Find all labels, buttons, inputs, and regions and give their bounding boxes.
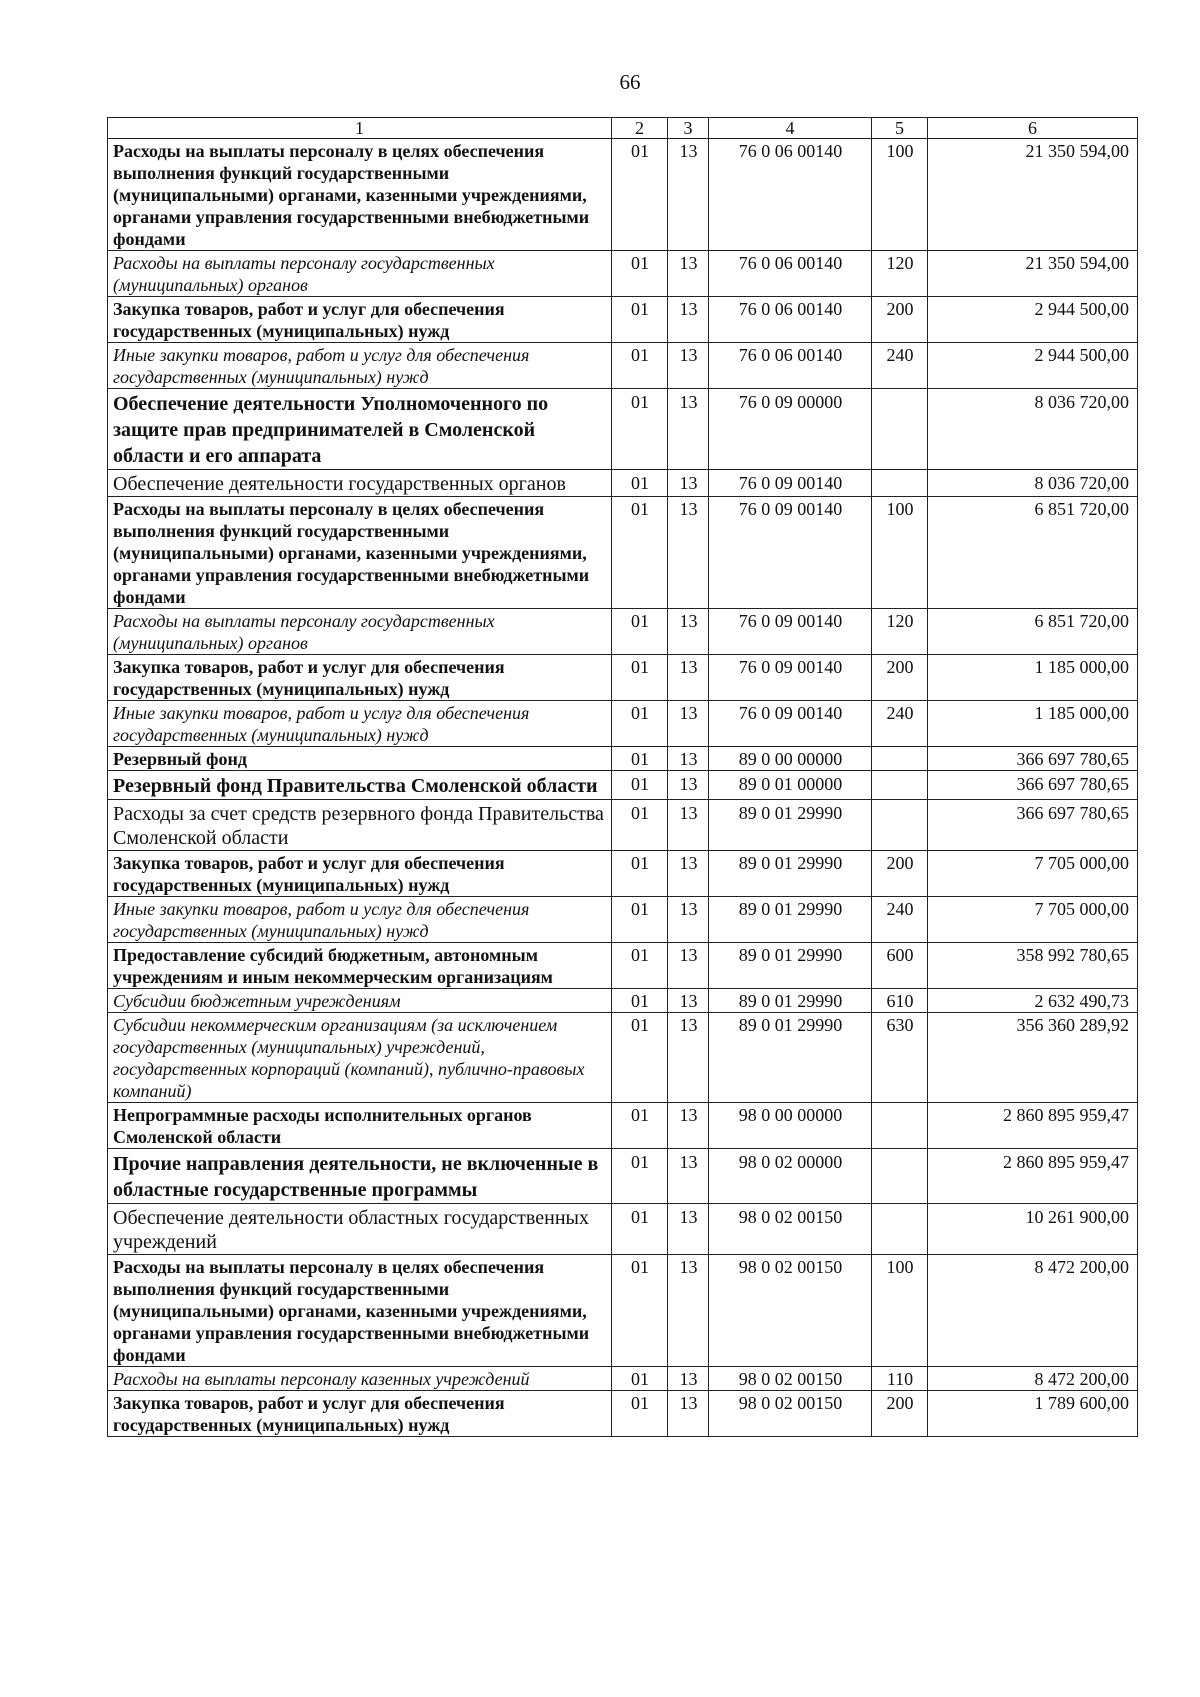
row-name-cell: Расходы на выплаты персоналу в целях обеспечения выполнения функций государственными (муниципальными) органами, казенными учреждениями, органами управления государственными внебюджетными фондами [108,1255,612,1367]
target-article-cell: 98 0 02 00000 [709,1149,872,1204]
section-code-cell: 01 [612,1255,668,1367]
expense-type-cell: 100 [872,1255,928,1367]
section-code-cell: 01 [612,139,668,251]
section-code-cell: 01 [612,989,668,1013]
subsection-code-cell: 13 [668,343,709,389]
table-row [108,343,1138,389]
amount-cell: 10 261 900,00 [928,1204,1138,1255]
subsection-code-cell: 13 [668,1013,709,1103]
target-article-cell: 76 0 09 00140 [709,609,872,655]
column-header: 2 [612,118,668,139]
table-row [108,747,1138,771]
subsection-code-cell: 13 [668,701,709,747]
table-row [108,851,1138,897]
table-row [108,943,1138,989]
section-code-cell: 01 [612,497,668,609]
target-article-cell: 76 0 09 00140 [709,470,872,497]
target-article-cell: 98 0 02 00150 [709,1204,872,1255]
row-name-cell: Предоставление субсидий бюджетным, автономным учреждениям и иным некоммерческим организациям [108,943,612,989]
expense-type-cell: 240 [872,701,928,747]
target-article-cell: 76 0 09 00140 [709,497,872,609]
amount-cell: 358 992 780,65 [928,943,1138,989]
row-name-cell: Расходы на выплаты персоналу государственных (муниципальных) органов [108,251,612,297]
table-row [108,1255,1138,1367]
subsection-code-cell: 13 [668,251,709,297]
row-name-cell: Расходы на выплаты персоналу в целях обеспечения выполнения функций государственными (муниципальными) органами, казенными учреждениями, органами управления государственными внебюджетными фондами [108,139,612,251]
section-code-cell: 01 [612,1103,668,1149]
subsection-code-cell: 13 [668,747,709,771]
amount-cell: 366 697 780,65 [928,747,1138,771]
section-code-cell: 01 [612,701,668,747]
table-row [108,139,1138,251]
table-row [108,701,1138,747]
section-code-cell: 01 [612,943,668,989]
section-code-cell: 01 [612,251,668,297]
row-name-cell: Прочие направления деятельности, не включенные в областные государственные программы [108,1149,612,1204]
amount-cell: 21 350 594,00 [928,251,1138,297]
expense-type-cell [872,747,928,771]
target-article-cell: 98 0 02 00150 [709,1391,872,1437]
table-row [108,655,1138,701]
row-name-cell: Резервный фонд Правительства Смоленской области [108,771,612,800]
section-code-cell: 01 [612,747,668,771]
row-name-cell: Обеспечение деятельности областных государственных учреждений [108,1204,612,1255]
page-number: 66 [619,70,641,94]
section-code-cell: 01 [612,1013,668,1103]
table-row [108,470,1138,497]
column-header: 4 [709,118,872,139]
subsection-code-cell: 13 [668,1367,709,1391]
amount-cell: 1 185 000,00 [928,655,1138,701]
subsection-code-cell: 13 [668,497,709,609]
expense-type-cell: 200 [872,655,928,701]
subsection-code-cell: 13 [668,139,709,251]
amount-cell: 2 860 895 959,47 [928,1149,1138,1204]
row-name-cell: Непрограммные расходы исполнительных органов Смоленской области [108,1103,612,1149]
target-article-cell: 98 0 02 00150 [709,1367,872,1391]
expense-type-cell: 200 [872,297,928,343]
subsection-code-cell: 13 [668,1103,709,1149]
expense-type-cell: 200 [872,1391,928,1437]
section-code-cell: 01 [612,1367,668,1391]
section-code-cell: 01 [612,771,668,800]
target-article-cell: 89 0 01 29990 [709,943,872,989]
expense-type-cell [872,771,928,800]
target-article-cell: 98 0 02 00150 [709,1255,872,1367]
target-article-cell: 76 0 06 00140 [709,297,872,343]
subsection-code-cell: 13 [668,609,709,655]
budget-table [107,117,1138,1437]
expense-type-cell [872,800,928,851]
target-article-cell: 98 0 00 00000 [709,1103,872,1149]
row-name-cell: Расходы на выплаты персоналу казенных учреждений [108,1367,612,1391]
table-row [108,1367,1138,1391]
amount-cell: 366 697 780,65 [928,800,1138,851]
target-article-cell: 89 0 01 29990 [709,989,872,1013]
expense-type-cell: 110 [872,1367,928,1391]
amount-cell: 8 472 200,00 [928,1255,1138,1367]
table-row [108,989,1138,1013]
row-name-cell: Закупка товаров, работ и услуг для обеспечения государственных (муниципальных) нужд [108,851,612,897]
row-name-cell: Субсидии бюджетным учреждениям [108,989,612,1013]
section-code-cell: 01 [612,800,668,851]
expense-type-cell: 600 [872,943,928,989]
amount-cell: 2 944 500,00 [928,297,1138,343]
expense-type-cell [872,1149,928,1204]
subsection-code-cell: 13 [668,1204,709,1255]
table-row [108,1013,1138,1103]
section-code-cell: 01 [612,1391,668,1437]
expense-type-cell: 100 [872,139,928,251]
amount-cell: 8 472 200,00 [928,1367,1138,1391]
amount-cell: 1 185 000,00 [928,701,1138,747]
amount-cell: 8 036 720,00 [928,470,1138,497]
target-article-cell: 89 0 01 29990 [709,1013,872,1103]
subsection-code-cell: 13 [668,1255,709,1367]
section-code-cell: 01 [612,297,668,343]
amount-cell: 8 036 720,00 [928,389,1138,470]
row-name-cell: Иные закупки товаров, работ и услуг для обеспечения государственных (муниципальных) нужд [108,701,612,747]
column-header: 3 [668,118,709,139]
target-article-cell: 89 0 01 00000 [709,771,872,800]
amount-cell: 2 860 895 959,47 [928,1103,1138,1149]
target-article-cell: 76 0 06 00140 [709,251,872,297]
target-article-cell: 89 0 01 29990 [709,851,872,897]
column-header: 1 [108,118,612,139]
table-row [108,897,1138,943]
target-article-cell: 76 0 09 00140 [709,701,872,747]
table-row [108,1149,1138,1204]
amount-cell: 366 697 780,65 [928,771,1138,800]
table-row [108,800,1138,851]
row-name-cell: Иные закупки товаров, работ и услуг для обеспечения государственных (муниципальных) нужд [108,343,612,389]
subsection-code-cell: 13 [668,297,709,343]
amount-cell: 21 350 594,00 [928,139,1138,251]
subsection-code-cell: 13 [668,1391,709,1437]
expense-type-cell: 120 [872,251,928,297]
row-name-cell: Расходы за счет средств резервного фонда Правительства Смоленской области [108,800,612,851]
target-article-cell: 76 0 06 00140 [709,343,872,389]
section-code-cell: 01 [612,655,668,701]
section-code-cell: 01 [612,1149,668,1204]
row-name-cell: Обеспечение деятельности Уполномоченного по защите прав предпринимателей в Смоленской области и его аппарата [108,389,612,470]
table-row [108,389,1138,470]
row-name-cell: Иные закупки товаров, работ и услуг для обеспечения государственных (муниципальных) нужд [108,897,612,943]
row-name-cell: Закупка товаров, работ и услуг для обеспечения государственных (муниципальных) нужд [108,297,612,343]
amount-cell: 7 705 000,00 [928,897,1138,943]
table-row [108,771,1138,800]
subsection-code-cell: 13 [668,1149,709,1204]
section-code-cell: 01 [612,389,668,470]
subsection-code-cell: 13 [668,897,709,943]
row-name-cell: Обеспечение деятельности государственных органов [108,470,612,497]
expense-type-cell: 630 [872,1013,928,1103]
amount-cell: 2 632 490,73 [928,989,1138,1013]
target-article-cell: 76 0 09 00000 [709,389,872,470]
amount-cell: 6 851 720,00 [928,609,1138,655]
subsection-code-cell: 13 [668,851,709,897]
subsection-code-cell: 13 [668,655,709,701]
table-row [108,251,1138,297]
expense-type-cell: 120 [872,609,928,655]
subsection-code-cell: 13 [668,470,709,497]
target-article-cell: 89 0 01 29990 [709,897,872,943]
expense-type-cell: 200 [872,851,928,897]
expense-type-cell [872,389,928,470]
table-row [108,1391,1138,1437]
column-header: 5 [872,118,928,139]
subsection-code-cell: 13 [668,389,709,470]
expense-type-cell: 610 [872,989,928,1013]
row-name-cell: Расходы на выплаты персоналу государственных (муниципальных) органов [108,609,612,655]
table-row [108,1204,1138,1255]
target-article-cell: 76 0 09 00140 [709,655,872,701]
expense-type-cell: 240 [872,897,928,943]
section-code-cell: 01 [612,343,668,389]
row-name-cell: Закупка товаров, работ и услуг для обеспечения государственных (муниципальных) нужд [108,1391,612,1437]
target-article-cell: 89 0 01 29990 [709,800,872,851]
row-name-cell: Закупка товаров, работ и услуг для обеспечения государственных (муниципальных) нужд [108,655,612,701]
table-row [108,297,1138,343]
expense-type-cell [872,1103,928,1149]
section-code-cell: 01 [612,851,668,897]
table-header-row [108,118,1138,139]
table-row [108,1103,1138,1149]
subsection-code-cell: 13 [668,800,709,851]
row-name-cell: Субсидии некоммерческим организациям (за исключением государственных (муниципальных) учреждений, государственных корпораций (компаний), публично-правовых компаний) [108,1013,612,1103]
section-code-cell: 01 [612,470,668,497]
subsection-code-cell: 13 [668,943,709,989]
amount-cell: 7 705 000,00 [928,851,1138,897]
amount-cell: 1 789 600,00 [928,1391,1138,1437]
expense-type-cell [872,1204,928,1255]
subsection-code-cell: 13 [668,989,709,1013]
amount-cell: 356 360 289,92 [928,1013,1138,1103]
amount-cell: 6 851 720,00 [928,497,1138,609]
section-code-cell: 01 [612,609,668,655]
row-name-cell: Расходы на выплаты персоналу в целях обеспечения выполнения функций государственными (муниципальными) органами, казенными учреждениями, органами управления государственными внебюджетными фондами [108,497,612,609]
expense-type-cell: 240 [872,343,928,389]
subsection-code-cell: 13 [668,771,709,800]
column-header: 6 [928,118,1138,139]
section-code-cell: 01 [612,897,668,943]
table-row [108,609,1138,655]
expense-type-cell: 100 [872,497,928,609]
expense-type-cell [872,470,928,497]
target-article-cell: 76 0 06 00140 [709,139,872,251]
row-name-cell: Резервный фонд [108,747,612,771]
target-article-cell: 89 0 00 00000 [709,747,872,771]
amount-cell: 2 944 500,00 [928,343,1138,389]
table-row [108,497,1138,609]
section-code-cell: 01 [612,1204,668,1255]
